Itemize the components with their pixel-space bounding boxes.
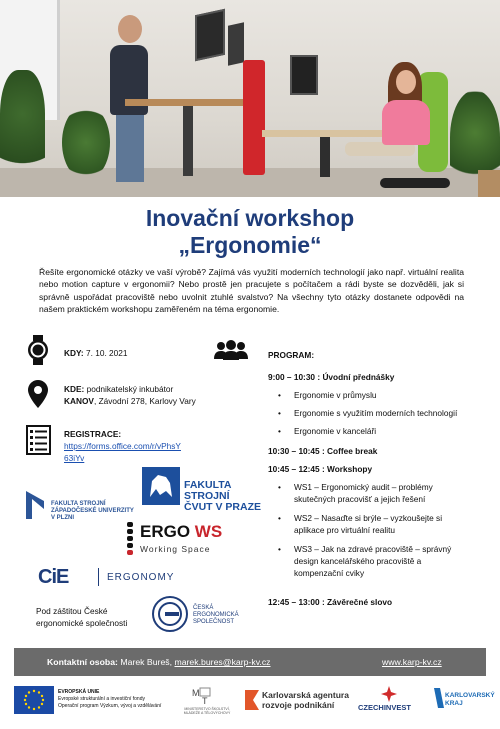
where-line-1: podnikatelský inkubátor [86,384,174,394]
cie-divider [98,568,99,586]
ws1-line-1: • WS1 – Ergonomický audit – problémy [294,482,433,492]
ces-line-1: Pod záštitou České [36,606,108,616]
ces-logo-line-1: ČESKÁ [193,605,214,611]
when-label: KDY: [64,348,84,358]
ces-logo-line-2: ERGONOMICKÁ [193,612,239,618]
woman-body [382,100,430,145]
program-block-3 [268,463,372,475]
ws1-line-2: skutečných pracovišť a jejich řešení [294,494,426,504]
monitor-2 [290,55,318,95]
program-block-1 [268,371,394,383]
ws3-line-3: kompenzační cviky [294,568,365,578]
eu-line-3: Operační program Výzkum, vývoj a vzdělávání [58,703,162,709]
man-legs [116,112,144,182]
eu-line-2: Evropské strukturální a investiční fondy [58,696,145,702]
program-block-2 [268,445,377,457]
ws3-line-1: • WS3 – Jak na zdravé pracoviště – správný [294,544,452,554]
list-item: • Ergonomie v kanceláři [268,425,457,437]
intro-paragraph: Řešíte ergonomické otázky ve vaší výrobě? Zajímá vás využití moderních technologií jako např. virtuální realita nebo motion capture v ergonomii? Nebo prostě jen pracujete s počítačem a rádi byste se dozvěděli, jak si správně uspořádat pracoviště nebo uvolnit ztuhlé svalstvo? Na všechny tyto otázky dostanete odpovědi na našem praktickém workshopu zaměřeném na téma ergonomie. [39,267,464,315]
program-workshops-list [268,481,451,579]
msmt-logo-text [177,707,237,715]
program-block-4-title: Závěrečné slovo [327,597,393,607]
msmt-logo-icon [190,686,220,706]
contact-email-link[interactable]: marek.bures@karp-kv.cz [174,657,271,667]
kraj-logo-text [445,692,495,708]
registration-label: REGISTRACE: [64,429,122,439]
program-block-3-time: 10:45 – 12:45 : [268,464,325,474]
red-divider-panel [243,60,265,175]
contact-label: Kontaktní osoba: [47,657,118,667]
when-value: 7. 10. 2021 [85,348,128,358]
cie-logo-text: ERGONOMY [107,572,175,583]
page-title [0,205,500,259]
program-block-2-time: 10:30 – 10:45 : [268,446,325,456]
checklist-icon [26,425,51,455]
list-item: • Ergonomie s využitím moderních technologií [268,407,457,419]
where-line-2: , Závodní 278, Karlovy Vary [93,396,196,406]
ces-logo-line-3: SPOLEČNOST [193,619,235,625]
czechinvest-logo-icon [381,686,397,702]
cvut-lion-icon [142,467,180,505]
eu-logo-text [58,689,161,710]
zcu-line-2: ZÁPADOČESKÉ UNIVERZITY [51,508,134,514]
list-item [268,512,451,536]
zcu-line-1: FAKULTA STROJNÍ [51,501,106,507]
location-pin-icon [28,380,48,408]
sitting-desk-leg [320,137,330,177]
registration-link-line-2[interactable]: 63iYv [64,453,85,463]
cie-logo-mark: CiE [38,566,69,588]
eu-flag-icon [14,686,54,714]
ces-logo-text [193,605,239,626]
ergows-main-1: ERGO [140,522,191,541]
man-head [118,15,142,43]
kraj-line-1: KARLOVARSKÝ [445,692,495,699]
cvut-line-2: STROJNÍ [184,490,230,502]
karp-logo-text [262,690,349,710]
eu-line-1: EVROPSKÁ UNIE [58,689,100,695]
title-line-2: „Ergonomie“ [178,232,322,258]
registration-link[interactable] [64,440,181,464]
where-venue: KANOV [64,396,94,406]
ws3-line-2: design kancelářského pracoviště a [294,556,422,566]
watch-icon [27,335,49,365]
monitor-1b [228,22,244,65]
program-block-4 [268,596,392,608]
svg-text:T: T [202,696,208,706]
plant-left [0,70,45,180]
cvut-line-3: ČVUT V PRAZE [184,501,262,513]
hero-photo [0,0,500,197]
program-block-2-title: Coffee break [327,446,378,456]
ws2-line-1: • WS2 – Nasaďte si brýle – vyzkoušejte si [294,513,443,523]
where-block [64,383,196,407]
ergows-sub: Working Space [140,544,211,554]
woman-face [396,70,416,94]
ces-patronage [36,605,127,629]
program-block-1-title: Úvodní přednášky [322,372,395,382]
cvut-line-1: FAKULTA [184,479,232,491]
contact-bar [14,648,486,676]
chair-base [380,178,450,188]
program-block-1-list [268,389,457,437]
msmt-line-1: MINISTERSTVO ŠKOLSTVÍ, [184,707,230,711]
contact-info [47,657,271,667]
standing-desk [125,99,250,106]
ces-line-2: ergonomické společnosti [36,618,128,628]
czechinvest-logo-text: CZECHINVEST [358,703,411,712]
ergows-spine-icon [124,522,136,556]
registration-link-line-1[interactable]: https://forms.office.com/r/vPhsY [64,441,181,451]
sitting-desk [262,130,392,137]
karp-line-2: rozvoje podnikání [262,700,335,710]
kraj-line-2: KRAJ [445,700,463,707]
karp-logo-icon [245,690,259,710]
list-item: • Ergonomie v průmyslu [268,389,457,401]
registration-block [64,428,181,464]
program-block-1-time: 9:00 – 10:30 : [268,372,321,382]
program-block-4-time: 12:45 – 13:00 : [268,597,325,607]
pot-right [478,170,500,197]
people-icon [213,339,249,361]
ergows-main-2: WS [194,522,223,541]
list-item [268,481,451,505]
kraj-logo-icon [434,688,444,708]
zcu-line-3: V PLZNI [51,515,75,521]
when-row [64,347,128,359]
standing-desk-leg [183,106,193,176]
monitor-1 [195,9,225,61]
zcu-logo-icon [26,491,44,519]
where-label: KDE: [64,384,85,394]
zcu-logo-text [51,501,134,522]
title-line-1: Inovační workshop [145,205,355,231]
ergows-logo-text [140,523,222,541]
contact-name: Marek Bureš, [120,657,173,667]
ws2-line-2: aplikace pro virtuální realitu [294,525,395,535]
cvut-logo-text [184,480,261,513]
program-heading: PROGRAM: [268,350,315,360]
msmt-line-2: MLÁDEŽE A TĚLOVÝCHOVY [183,711,231,715]
ces-logo-icon [151,595,189,633]
list-item [268,543,451,579]
karp-line-1: Karlovarská agentura [262,690,349,700]
plant-left-2 [62,105,110,180]
website-link[interactable]: www.karp-kv.cz [382,657,442,667]
program-block-3-title: Workshopy [327,464,373,474]
svg-text:M: M [192,688,200,698]
